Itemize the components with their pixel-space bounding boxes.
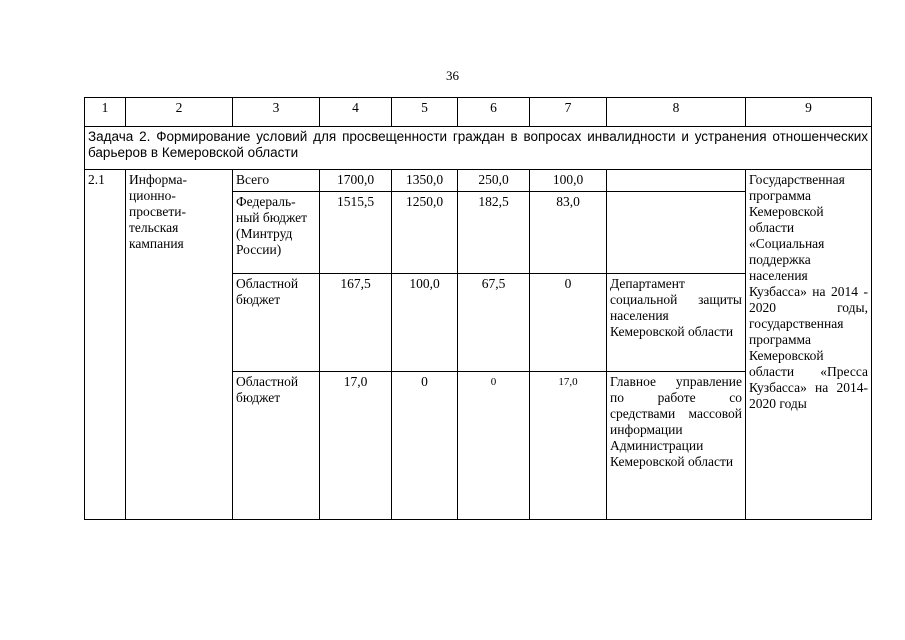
value-cell: 0 — [458, 372, 530, 520]
value-cell: 67,5 — [458, 274, 530, 372]
table-row — [85, 170, 872, 192]
executor: Главное управление по работе со средствами массовой информации Администрации Кемеровской области — [607, 372, 746, 520]
value-cell: 100,0 — [392, 274, 458, 372]
funding-source: Всего — [233, 170, 320, 192]
value-cell: 83,0 — [530, 192, 607, 274]
header-row — [85, 98, 872, 127]
value-cell: 1350,0 — [392, 170, 458, 192]
header-cell: 3 — [233, 98, 320, 127]
task-row — [85, 127, 872, 170]
funding-source: Областной бюджет — [233, 274, 320, 372]
task-title: Задача 2. Формирование условий для просвещенности граждан в вопросах инвалидности и устранения отношенческих барьеров в Кемеровской области — [85, 127, 872, 170]
row-id: 2.1 — [85, 170, 126, 520]
header-cell: 6 — [458, 98, 530, 127]
value-cell: 0 — [530, 274, 607, 372]
program-table — [84, 97, 872, 520]
header-cell: 9 — [746, 98, 872, 127]
value-cell: 167,5 — [320, 274, 392, 372]
executor: Департамент социальной защиты населения Кемеровской области — [607, 274, 746, 372]
row-name: Информа- ционно- просвети- тельская кампания — [126, 170, 233, 520]
value-cell: 17,0 — [530, 372, 607, 520]
header-cell: 7 — [530, 98, 607, 127]
funding-source: Федераль- ный бюджет (Минтруд России) — [233, 192, 320, 274]
value-cell: 1700,0 — [320, 170, 392, 192]
header-cell: 4 — [320, 98, 392, 127]
header-cell: 1 — [85, 98, 126, 127]
value-cell: 250,0 — [458, 170, 530, 192]
value-cell: 182,5 — [458, 192, 530, 274]
header-cell: 2 — [126, 98, 233, 127]
executor — [607, 170, 746, 192]
value-cell: 0 — [392, 372, 458, 520]
header-cell: 5 — [392, 98, 458, 127]
value-cell: 1250,0 — [392, 192, 458, 274]
funding-source: Областной бюджет — [233, 372, 320, 520]
value-cell: 1515,5 — [320, 192, 392, 274]
value-cell: 17,0 — [320, 372, 392, 520]
executor — [607, 192, 746, 274]
header-cell: 8 — [607, 98, 746, 127]
value-cell: 100,0 — [530, 170, 607, 192]
program-name: Государственная программа Кемеровской области «Социальная поддержка населения Кузбасса» на 2014 - 2020 годы, государственная программа Кемеровской области «Пресса Кузбасса» на 2014-2020 годы — [746, 170, 872, 520]
page-number: 36 — [446, 68, 459, 83]
